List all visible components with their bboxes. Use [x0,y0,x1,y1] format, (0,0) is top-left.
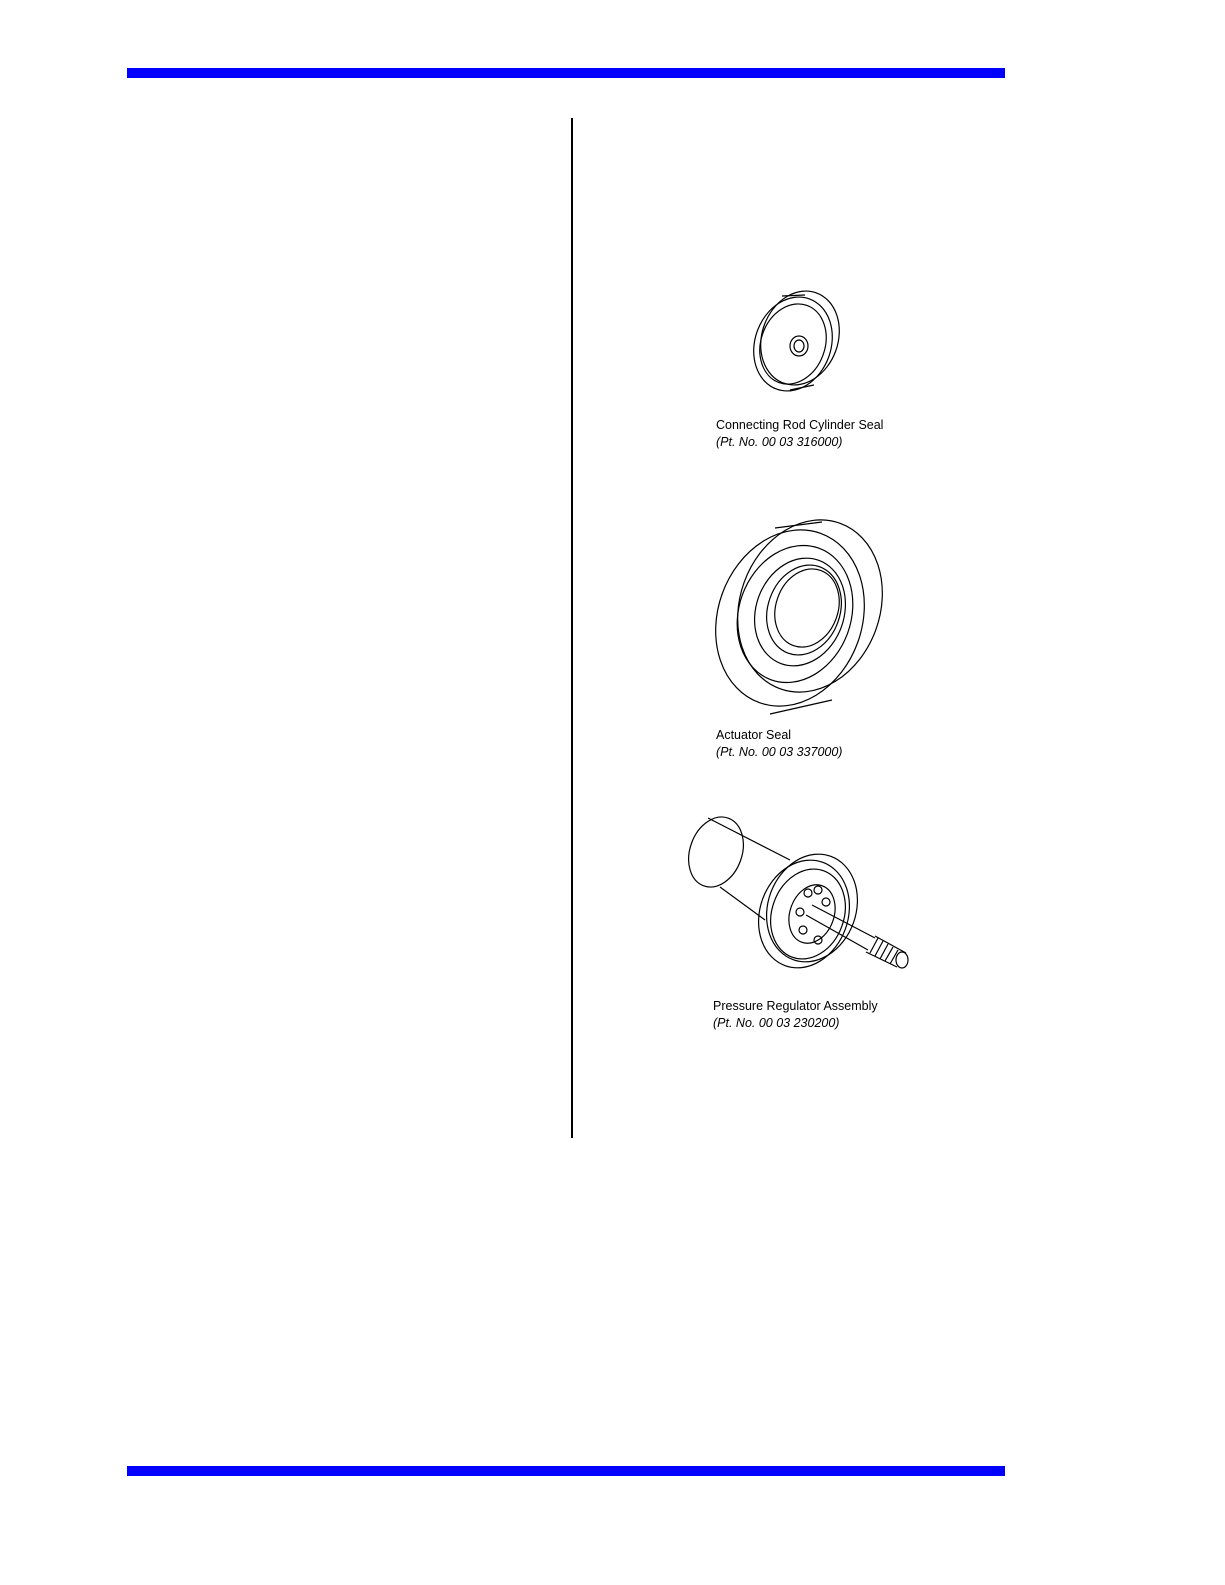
part-number: (Pt. No. 00 03 230200) [713,1016,840,1030]
part-name: Connecting Rod Cylinder Seal [716,418,884,432]
part-number: (Pt. No. 00 03 316000) [716,435,843,449]
bottom-footer-rule [127,1466,1005,1476]
part-name: Pressure Regulator Assembly [713,999,878,1013]
part-name: Actuator Seal [716,728,792,742]
part-number: (Pt. No. 00 03 337000) [716,745,843,759]
